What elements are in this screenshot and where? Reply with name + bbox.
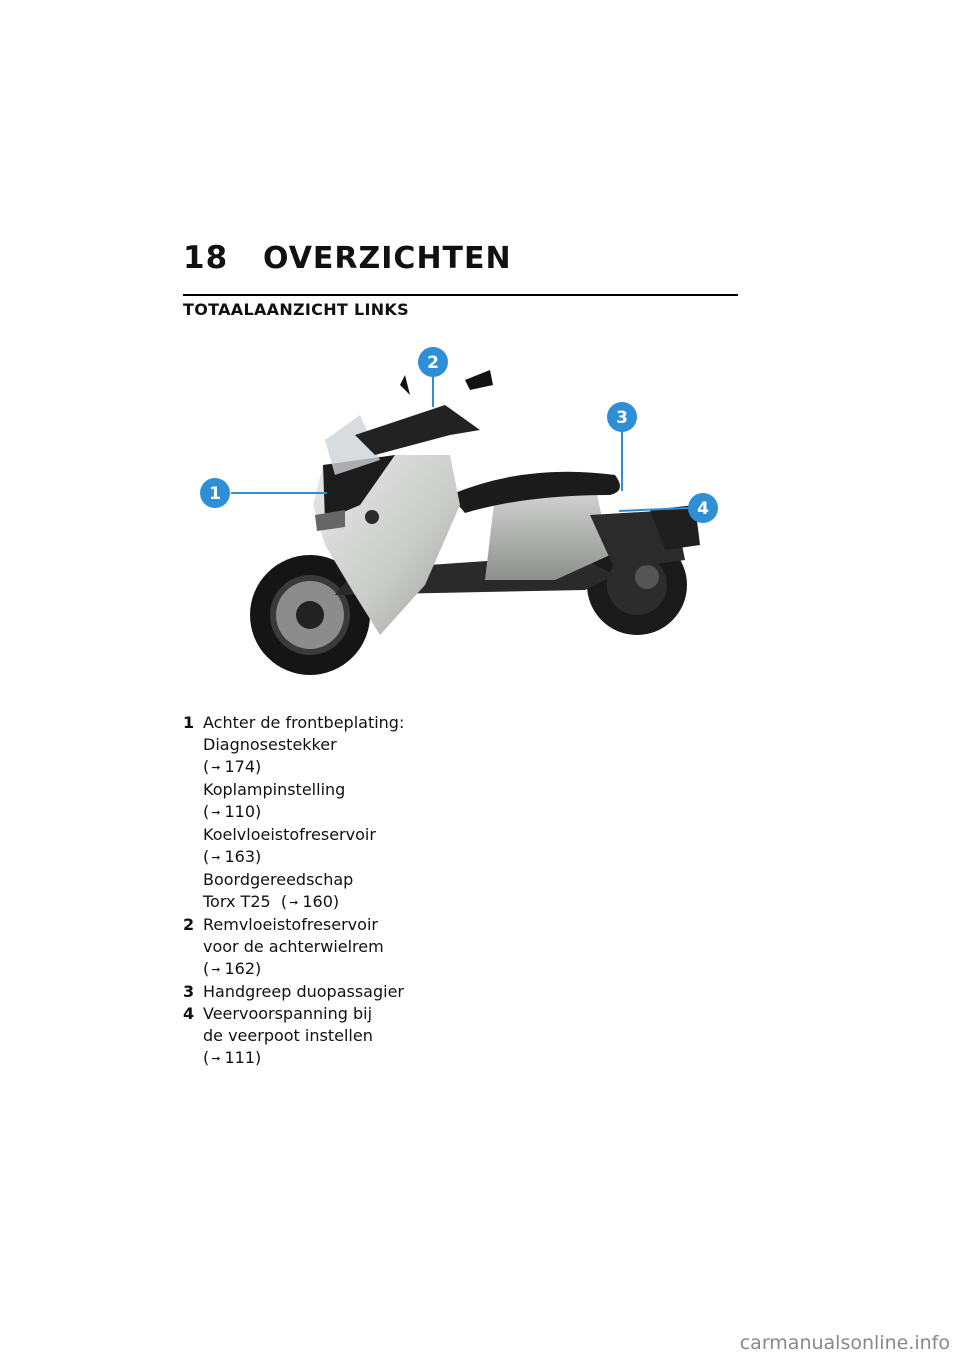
legend-text (203, 914, 583, 981)
legend-line-text: Remvloeistofreservoir (203, 915, 378, 934)
callout-3 (607, 402, 637, 432)
chapter-number: 18 (183, 240, 229, 276)
legend-line (203, 712, 583, 734)
legend-line-text: Koplampinstelling (203, 780, 346, 799)
svg-text:2: 2 (427, 353, 439, 373)
legend-list (183, 712, 583, 1070)
legend-line (203, 891, 583, 914)
legend-line (203, 846, 583, 869)
legend-text (203, 1003, 583, 1070)
legend-item (183, 1003, 583, 1070)
legend-line-text: voor de achterwielrem (203, 937, 384, 956)
page-reference[interactable]: ( ➞ 160) (281, 891, 339, 914)
page-reference-number: 163 (224, 847, 256, 866)
page-reference-number: 174 (224, 757, 256, 776)
legend-line (203, 734, 583, 756)
arrow-right-icon: ➞ (211, 1052, 221, 1065)
page-reference[interactable]: ( ➞ 163) (203, 846, 261, 869)
legend-line (203, 1003, 583, 1025)
section-title: TOTAALAANZICHT LINKS (183, 300, 409, 319)
svg-text:3: 3 (616, 408, 628, 428)
arrow-right-icon: ➞ (211, 851, 221, 864)
page-reference-number: 160 (302, 892, 333, 911)
arrow-right-icon: ➞ (211, 963, 221, 976)
legend-item (183, 914, 583, 981)
callout-1 (200, 478, 230, 508)
page-reference-number: 110 (224, 802, 256, 821)
legend-line (203, 824, 583, 846)
legend-text (203, 981, 583, 1003)
arrow-right-icon: ➞ (211, 806, 221, 819)
legend-number: 4 (183, 1004, 195, 1023)
legend-number: 1 (183, 713, 195, 732)
legend-line (203, 1025, 583, 1047)
handlebar (355, 405, 480, 455)
svg-text:4: 4 (697, 499, 709, 519)
legend-line (203, 958, 583, 981)
legend-line (203, 869, 583, 891)
legend-line (203, 914, 583, 936)
callout-4 (688, 493, 718, 523)
page-reference-number: 111 (224, 1048, 256, 1067)
legend-line-text: Koelvloeistofreservoir (203, 825, 376, 844)
legend-line-text: Torx T25 (203, 892, 271, 911)
page-reference-number: 162 (224, 959, 256, 978)
header-rule (183, 294, 738, 296)
legend-line-text: Boordgereedschap (203, 870, 354, 889)
callout-2 (418, 347, 448, 377)
arrow-right-icon: ➞ (211, 761, 221, 774)
legend-line (203, 779, 583, 801)
chapter-header (183, 240, 738, 276)
legend-item (183, 981, 583, 1003)
legend-line (203, 936, 583, 958)
legend-line (203, 981, 583, 1003)
legend-line-text: Diagnosestekker (203, 735, 337, 754)
page-reference[interactable]: ( ➞ 111) (203, 1047, 261, 1070)
arrow-right-icon: ➞ (289, 896, 299, 909)
legend-line (203, 756, 583, 779)
legend-text (203, 712, 583, 914)
page-reference[interactable]: ( ➞ 110) (203, 801, 261, 824)
legend-line (203, 801, 583, 824)
page-reference[interactable]: ( ➞ 162) (203, 958, 261, 981)
chapter-title: OVERZICHTEN (263, 241, 512, 276)
legend-line-text: Handgreep duopassagier (203, 982, 404, 1001)
legend-number: 2 (183, 915, 195, 934)
legend-line (203, 1047, 583, 1070)
page-reference[interactable]: ( ➞ 174) (203, 756, 261, 779)
legend-line-text: Achter de frontbeplating: (203, 713, 405, 732)
legend-line-text: Veervoorspanning bij (203, 1004, 373, 1023)
scooter-illustration (195, 345, 735, 685)
scooter-figure (195, 345, 735, 685)
legend-line-text: de veerpoot instellen (203, 1026, 373, 1045)
svg-text:1: 1 (209, 484, 221, 504)
legend-item (183, 712, 583, 914)
legend-number: 3 (183, 982, 195, 1001)
footer-watermark: carmanualsonline.info (739, 1332, 950, 1354)
